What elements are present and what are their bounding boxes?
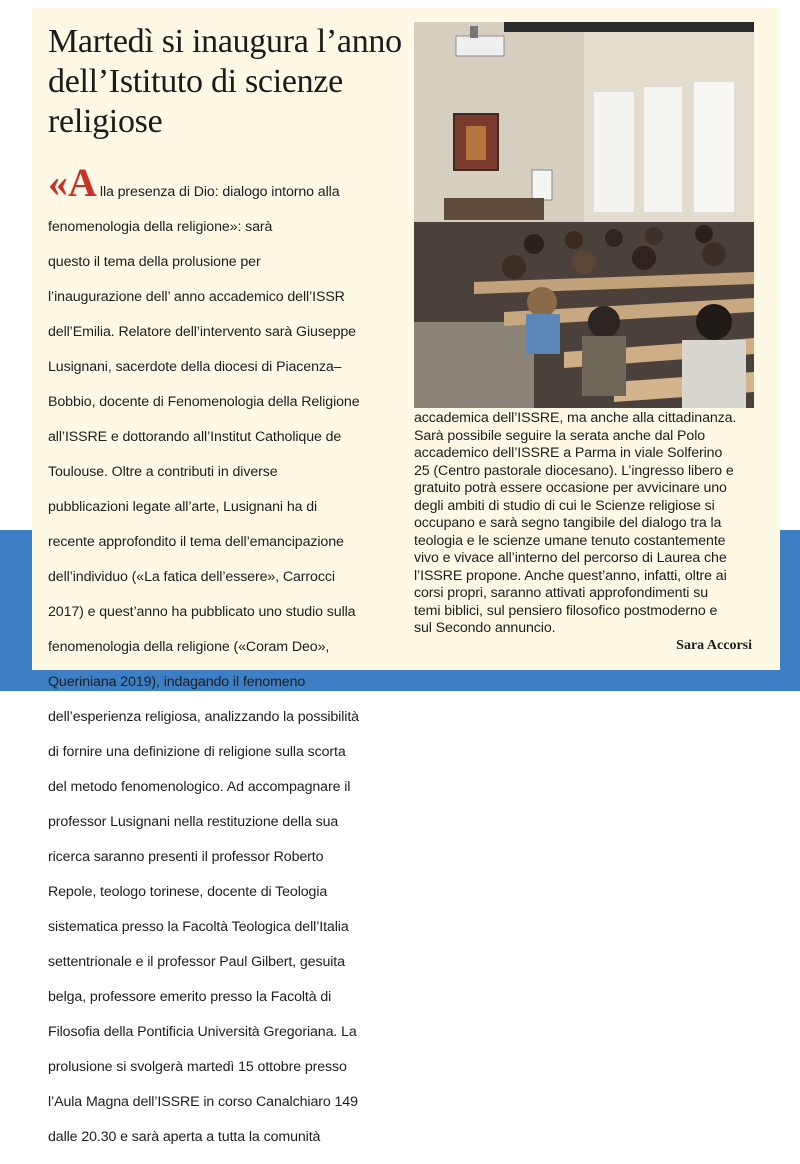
col1-line: l’Aula Magna dell’ISSRE in corso Canalchiaro 149 [48,1093,358,1110]
article-column-1 [48,160,404,1164]
col1-line: professor Lusignani nella restituzione della sua [48,813,339,830]
col1-line: Toulouse. Oltre a contributi in diverse [48,463,278,480]
col1-line: belga, professore emerito presso la Facoltà di [48,988,332,1005]
col1-line: recente approfondito il tema dell’emancipazione [48,533,344,550]
col1-line: Queriniana 2019), indagando il fenomeno [48,673,306,690]
drop-cap: «A [48,160,97,205]
col1-line: questo il tema della prolusione per [48,253,261,270]
lecture-hall-illustration [414,22,754,408]
col1-line: Filosofia della Pontificia Università Gregoriana. La [48,1023,357,1040]
col1-line: 2017) e quest’anno ha pubblicato uno studio sulla [48,603,356,620]
col1-line: del metodo fenomenologico. Ad accompagnare il [48,778,351,795]
col1-line: sistematica presso la Facoltà Teologica dell’Italia [48,918,349,935]
lecture-hall-photo [414,22,754,408]
col1-line: Bobbio, docente di Fenomenologia della Religione [48,393,360,410]
col1-line: fenomenologia della religione»: sarà [48,218,273,235]
article-column-2: accademica dell’ISSRE, ma anche alla cittadinanza. Sarà possibile seguire la serata anche dal Polo accademico dell’ISSRE a Parma in viale Solferino 25 (Centro pastorale diocesano). L’ingresso libero e gratuito potrà essere occasione per avvicinare uno degli ambiti di studio di cui le Scienze religiose si occupano e sarà segno tangibile del dialogo tra la teologia e le scienze umane tenuto costantemente vivo e vivace all’interno del percorso di Laurea che l’ISSRE propone. Anche quest’anno, infatti, oltre ai corsi propri, saranno attivati approfondimenti su temi biblici, sul pensiero filosofico postmoderno e sul Secondo annuncio. [414,410,737,636]
col1-line: dell’Emilia. Relatore dell’intervento sarà Giuseppe [48,323,356,340]
author-signature: Sara Accorsi [676,638,752,653]
col1-line: all’ISSRE e dottorando all’Institut Catholique de [48,428,342,445]
col1-line: prolusione si svolgerà martedì 15 ottobre presso [48,1058,347,1075]
col1-line: pubblicazioni legate all’arte, Lusignani ha di [48,498,318,515]
col1-line: fenomenologia della religione («Coram Deo», [48,638,330,655]
col1-line: dell’esperienza religiosa, analizzando la possibilità [48,708,359,725]
col1-line: di fornire una definizione di religione sulla scorta [48,743,346,760]
column-1-text [48,160,404,1164]
col1-line: Lusignani, sacerdote della diocesi di Piacenza– [48,358,342,375]
article-headline: Martedì si inaugura l’anno dell’Istituto di scienze religiose [48,23,402,140]
col1-line: Repole, teologo torinese, docente di Teologia [48,883,328,900]
col1-line: settentrionale e il professor Paul Gilbert, gesuita [48,953,345,970]
col1-line: l’inaugurazione dell’ anno accademico dell’ISSR [48,288,345,305]
col1-line: lla presenza di Dio: dialogo intorno alla [99,183,340,200]
col1-line: dalle 20.30 e sarà aperta a tutta la comunità [48,1128,321,1145]
col1-line: ricerca saranno presenti il professor Roberto [48,848,324,865]
col1-line: dell’individuo («La fatica dell’essere», Carrocci [48,568,335,585]
